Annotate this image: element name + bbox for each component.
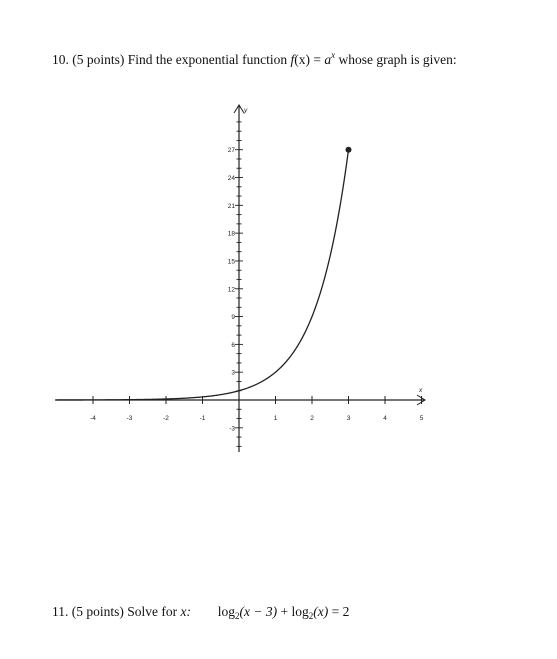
x-tick-label: 5 (419, 415, 424, 422)
x-tick-label: 1 (273, 415, 278, 422)
function-exponent: x (331, 50, 336, 60)
function-base: a (324, 52, 332, 67)
log-base-1: 2 (235, 611, 240, 621)
problem-11 (52, 604, 349, 621)
problem-points: (5 points) (71, 604, 124, 619)
log-term-2: log (291, 604, 309, 619)
x-tick-label: -4 (90, 415, 96, 422)
log-argument-1: (x − 3) (239, 604, 278, 619)
marked-point (346, 147, 352, 153)
y-tick-label: 27 (227, 147, 235, 155)
problem-text-after: whose graph is given: (338, 52, 457, 67)
plus-sign: + (280, 604, 289, 619)
equals-sign: = (313, 52, 321, 67)
y-tick-label: 18 (227, 230, 235, 238)
function-name: f (290, 52, 295, 67)
graph-ticks (93, 122, 422, 446)
y-tick-label: 3 (231, 369, 235, 377)
y-tick-label: 24 (227, 175, 235, 183)
x-axis-letter: x (419, 387, 423, 394)
y-tick-label: 9 (231, 314, 235, 322)
y-tick-label: 12 (227, 286, 235, 294)
problem-text: Solve for (127, 604, 178, 619)
function-argument: (x) (294, 52, 310, 67)
x-tick-label: 3 (346, 415, 351, 422)
problem-points: (5 points) (72, 52, 125, 67)
x-tick-label: -2 (163, 415, 169, 422)
right-hand-side: 2 (342, 604, 350, 619)
problem-text: Find the exponential function (127, 52, 288, 67)
graph-plot (57, 147, 352, 400)
problem-number: 10. (52, 52, 69, 67)
log-term-1: log (217, 604, 236, 619)
x-tick-label: -1 (199, 415, 206, 422)
y-tick-label: 15 (227, 258, 235, 266)
x-tick-label: 2 (310, 415, 314, 422)
log-base-2: 2 (308, 611, 314, 621)
problem-variable: x: (180, 604, 191, 619)
y-axis-letter: y (244, 107, 248, 114)
problem-number: 11. (52, 604, 69, 619)
y-tick-label: 21 (227, 202, 235, 210)
x-tick-label: -3 (126, 415, 133, 422)
log-argument-2: (x) (313, 604, 329, 619)
exponential-curve (57, 150, 349, 400)
x-tick-label: 4 (383, 415, 387, 422)
y-tick-label: 6 (231, 341, 235, 349)
y-tick-label: -3 (229, 425, 235, 433)
graph-tick-labels (90, 147, 424, 432)
equals-sign: = (331, 604, 340, 619)
log-equation (218, 604, 350, 619)
